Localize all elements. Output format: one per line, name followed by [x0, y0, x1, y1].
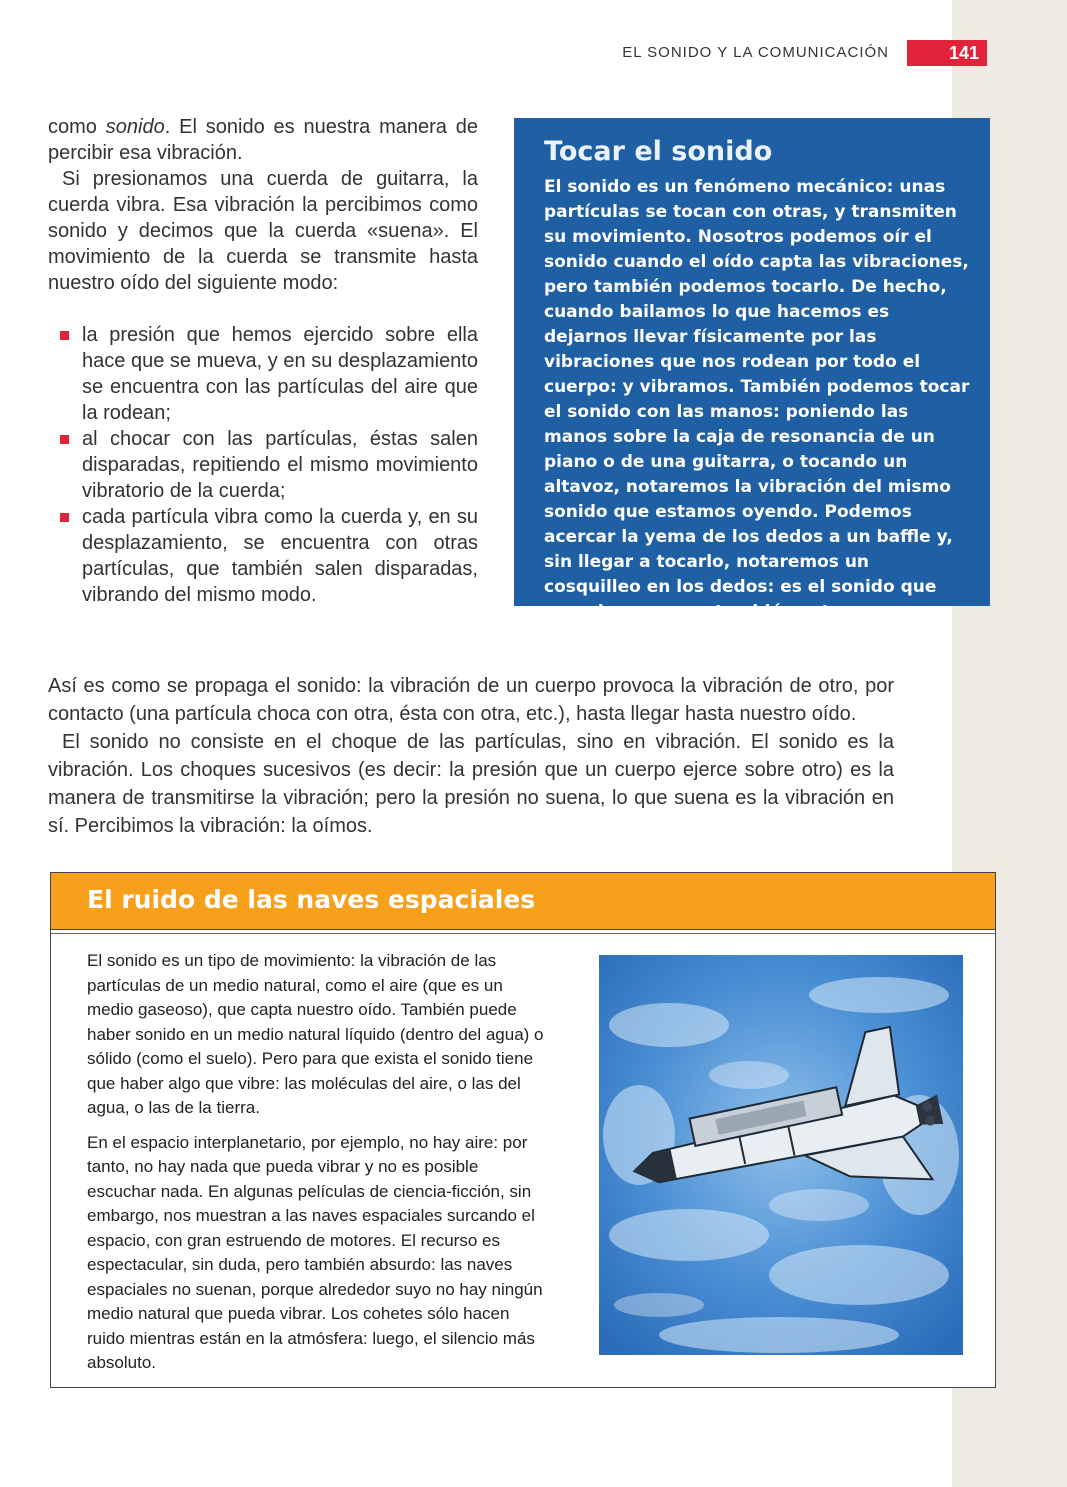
space-shuttle-photo-icon: [599, 955, 963, 1355]
paragraph: Así es como se propaga el sonido: la vibración de un cuerpo provoca la vibración de otro, por contacto (una partícula choca con otra, ésta con otra, etc.), hasta llegar hasta nuestro oído.: [48, 675, 894, 725]
bullet-square-icon: [60, 513, 69, 522]
page-number: 141: [907, 40, 987, 66]
paragraph: como sonido. El sonido es nuestra manera de percibir esa vibración.: [48, 116, 478, 164]
running-header: EL SONIDO Y LA COMUNICACIÓN: [622, 44, 889, 61]
list-item: al chocar con las partículas, éstas salen disparadas, repitiendo el mismo movimiento vibratorio de la cuerda;: [48, 426, 478, 504]
list-item: la presión que hemos ejercido sobre ella hace que se mueva, y en su desplazamiento se encuentra con las partículas del aire que la rodean;: [48, 322, 478, 426]
bullet-list: [48, 322, 478, 608]
sidebar-title: Tocar el sonido: [544, 136, 773, 167]
ruido-text: [87, 949, 549, 1386]
bullet-square-icon: [60, 331, 69, 340]
list-item: cada partícula vibra como la cuerda y, en su desplazamiento, se encuentra con otras partículas, que también salen disparadas, vibrando del mismo modo.: [48, 504, 478, 608]
tocar-sidebar-box: [514, 118, 990, 647]
main-text: [48, 672, 894, 840]
ruido-box: [50, 872, 996, 1388]
ruido-title: El ruido de las naves espaciales: [87, 885, 536, 914]
paragraph: El sonido es un tipo de movimiento: la vibración de las partículas de un medio natural, como el aire (que es un medio gaseoso), que capta nuestro oído. También puede haber sonido en un medio natural líquido (dentro del agua) o sólido (como el suelo). Pero para que exista el sonido tiene que haber algo que vibre: las moléculas del aire, o las del agua, o las de la tierra.: [87, 951, 544, 1117]
divider: [51, 933, 995, 934]
paragraph: En el espacio interplanetario, por ejemplo, no hay aire: por tanto, no hay nada que pueda vibrar y no es posible escuchar nada. En algunas películas de ciencia-ficción, sin embargo, nos muestran a las naves espaciales surcando el espacio, con gran estruendo de motores. El recurso es espectacular, sin duda, pero también absurdo: las naves espaciales no suenan, porque alrededor suyo no hay ningún medio natural que pueda vibrar. Los cohetes sólo hacen ruido mientras están en la atmósfera: luego, el silencio más absoluto.: [87, 1132, 543, 1372]
ruido-title-band: [51, 873, 995, 930]
paragraph: Si presionamos una cuerda de guitarra, la cuerda vibra. Esa vibración la percibimos como sonido y decimos que la cuerda «suena». El movimiento de la cuerda se transmite hasta nuestro oído del siguiente modo:: [48, 168, 478, 294]
sidebar-text: El sonido es un fenómeno mecánico: unas partículas se tocan con otras, y transmiten su movimiento. Nosotros podemos oír el sonido cuando el oído capta las vibraciones, pero también podemos tocarlo. De hecho, cuando bailamos lo que hacemos es dejarnos llevar físicamente por las vibraciones que nos rodean por todo el cuerpo: y vibramos. También podemos tocar el sonido con las manos: poniendo las manos sobre la caja de resonancia de un piano o de una guitarra, o tocando un altavoz, notaremos la vibración del mismo sonido que estamos oyendo. Podemos acercar la yema de los dedos a un baffle y, sin llegar a tocarlo, notaremos un cosquilleo en los dedos: es el sonido que escuchamos, que también estamos tocándolo.: [544, 177, 970, 647]
left-column: [48, 114, 478, 608]
paragraph: El sonido no consiste en el choque de las partículas, sino en vibración. El sonido es la vibración. Los choques sucesivos (es decir: la presión que un cuerpo ejerce sobre otro) es la manera de transmitirse la vibración; pero la presión no suena, lo que suena es la vibración en sí. Percibimos la vibración: la oímos.: [48, 731, 894, 837]
bullet-square-icon: [60, 435, 69, 444]
